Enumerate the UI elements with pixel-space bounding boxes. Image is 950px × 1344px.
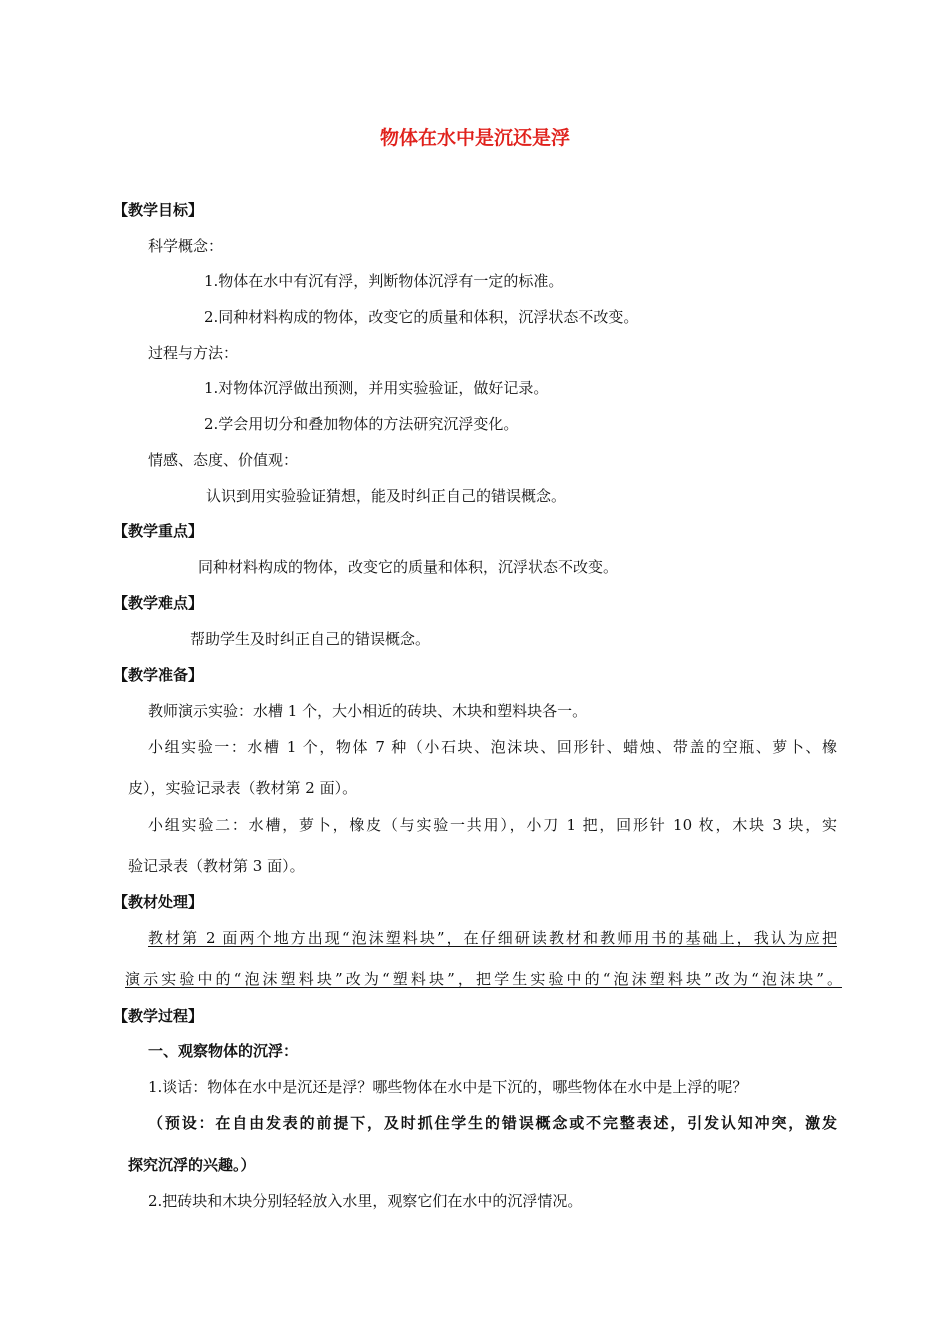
process-item-1: 1.对物体沉浮做出预测，并用实验验证，做好记录。 — [204, 379, 549, 397]
attitude-text: 认识到用实验验证猜想，能及时纠正自己的错误概念。 — [206, 487, 567, 505]
heading-preparation: 【教学准备】 — [113, 666, 204, 684]
section1-title: 一、观察物体的沉浮： — [148, 1042, 299, 1060]
science-concept-label: 科学概念： — [148, 237, 224, 255]
group1-text-line1: 小组实验一：水槽 1 个，物体 7 种（小石块、泡沫块、回形针、蜡烛、带盖的空瓶、萝卜、橡 — [148, 738, 837, 756]
step1-text: 1.谈话：物体在水中是沉还是浮？哪些物体在水中是下沉的，哪些物体在水中是上浮的呢？ — [148, 1078, 748, 1096]
attitude-label: 情感、态度、价值观： — [148, 451, 299, 469]
heading-key-point: 【教学重点】 — [113, 522, 204, 540]
heading-difficulty: 【教学难点】 — [113, 594, 204, 612]
process-method-label: 过程与方法： — [148, 344, 239, 362]
document-title: 物体在水中是沉还是浮 — [379, 127, 570, 149]
heading-objectives: 【教学目标】 — [113, 201, 204, 219]
teacher-demo-text: 教师演示实验：水槽 1 个，大小相近的砖块、木块和塑料块各一。 — [148, 702, 588, 720]
material-text-line1: 教材第 2 面两个地方出现“泡沫塑料块”，在仔细研读教材和教师用书的基础上，我认为应把 — [148, 929, 837, 947]
process-item-2: 2.学会用切分和叠加物体的方法研究沉浮变化。 — [204, 415, 519, 433]
heading-material: 【教材处理】 — [113, 893, 204, 911]
science-item-2: 2.同种材料构成的物体，改变它的质量和体积，沉浮状态不改变。 — [204, 308, 639, 326]
group2-text-line1: 小组实验二：水槽，萝卜，橡皮（与实验一共用），小刀 1 把，回形针 10 枚，木块 3 块，实 — [148, 816, 837, 834]
preset-text-line1: （预设：在自由发表的前提下，及时抓住学生的错误概念或不完整表述，引发认知冲突，激发 — [148, 1114, 837, 1132]
heading-process: 【教学过程】 — [113, 1007, 204, 1025]
group1-text-line2: 皮），实验记录表（教材第 2 面）。 — [128, 779, 358, 797]
step2-text: 2.把砖块和木块分别轻轻放入水里，观察它们在水中的沉浮情况。 — [148, 1192, 583, 1210]
preset-text-line2: 探究沉浮的兴趣。） — [128, 1156, 256, 1174]
material-text-line2: 演示实验中的“泡沫塑料块”改为“塑料块”，把学生实验中的“泡沫塑料块”改为“泡沫块”。 — [125, 970, 842, 988]
science-item-1: 1.物体在水中有沉有浮，判断物体沉浮有一定的标准。 — [204, 272, 564, 290]
key-point-text: 同种材料构成的物体，改变它的质量和体积，沉浮状态不改变。 — [198, 558, 619, 576]
group2-text-line2: 验记录表（教材第 3 面）。 — [128, 857, 305, 875]
difficulty-text: 帮助学生及时纠正自己的错误概念。 — [190, 630, 431, 648]
